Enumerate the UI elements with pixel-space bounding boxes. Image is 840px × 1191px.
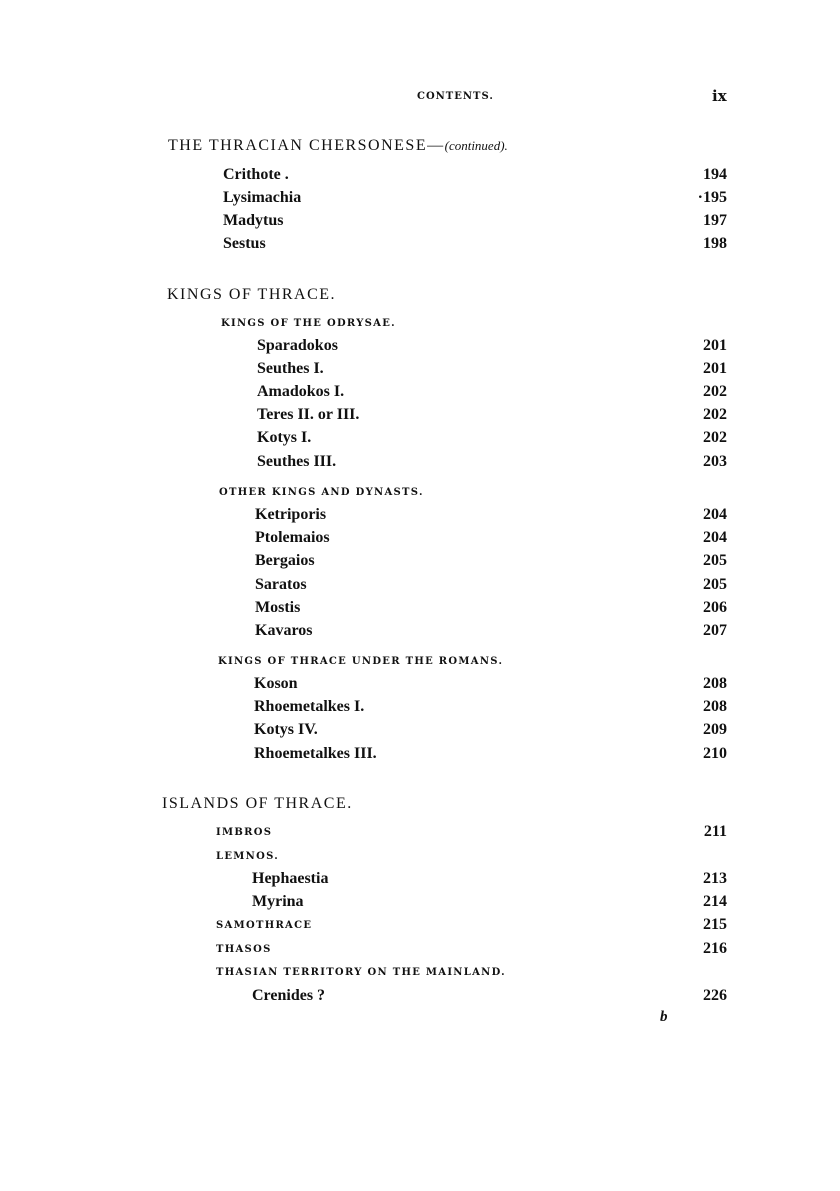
- entry-name: Koson: [254, 675, 298, 692]
- running-title: CONTENTS.: [417, 91, 494, 102]
- entry-page: 198: [703, 235, 727, 252]
- entry-page: 194: [703, 166, 727, 183]
- entry-name: Kavaros: [255, 622, 313, 639]
- subhead-kings-of-the-odrysae: KINGS OF THE ODRYSAE.: [221, 318, 396, 329]
- entry-page: 201: [703, 360, 727, 377]
- subhead-thasos: THASOS: [216, 944, 272, 955]
- entry-page: 202: [703, 429, 727, 446]
- entry-name: Ketriporis: [255, 506, 327, 523]
- entry-name: Sparadokos: [257, 337, 338, 354]
- entry-page: 202: [703, 406, 727, 423]
- entry-page: ·195: [697, 189, 727, 206]
- continued-note: (continued).: [444, 138, 508, 153]
- entry-page: 211: [703, 823, 727, 840]
- entry-page: 206: [703, 599, 727, 616]
- entry-name: Amadokos I.: [257, 383, 345, 400]
- subhead-samothrace: SAMOTHRACE: [216, 920, 313, 931]
- subhead-imbros: IMBROS: [216, 827, 273, 838]
- entry-page: 205: [703, 552, 727, 569]
- entry-name: Hephaestia: [252, 870, 329, 887]
- entry-name: Kotys I.: [257, 429, 312, 446]
- entry-page: 210: [703, 745, 727, 762]
- entry-page: 216: [703, 940, 727, 957]
- entry-page: 208: [703, 675, 727, 692]
- entry-name: Seuthes I.: [257, 360, 324, 377]
- entry-page: 197: [703, 212, 727, 229]
- entry-name: Crenides ?: [252, 987, 326, 1004]
- subhead-thasian-territory: THASIAN TERRITORY ON THE MAINLAND.: [216, 967, 506, 978]
- entry-page: 209: [703, 721, 727, 738]
- section-title-islands-of-thrace: ISLANDS OF THRACE.: [162, 795, 353, 812]
- entry-page: 226: [703, 987, 727, 1004]
- entry-page: 204: [703, 506, 727, 523]
- entry-page: 201: [703, 337, 727, 354]
- entry-name: Bergaios: [255, 552, 315, 569]
- subhead-other-kings-and-dynasts: OTHER KINGS AND DYNASTS.: [219, 487, 424, 498]
- subhead-kings-of-thrace-under-the-romans: KINGS OF THRACE UNDER THE ROMANS.: [218, 656, 504, 667]
- entry-name: Saratos: [255, 576, 307, 593]
- entry-page: 204: [703, 529, 727, 546]
- section-title-thracian-chersonese: THE THRACIAN CHERSONESE—(continued).: [168, 137, 508, 154]
- entry-page: 207: [703, 622, 727, 639]
- subhead-lemnos: LEMNOS.: [216, 851, 280, 862]
- entry-page: 203: [703, 453, 727, 470]
- entry-name: Ptolemaios: [255, 529, 330, 546]
- entry-page: 213: [703, 870, 727, 887]
- entry-name: Kotys IV.: [254, 721, 318, 738]
- page-number: ix: [712, 87, 727, 105]
- entry-name: Mostis: [255, 599, 301, 616]
- entry-name: Rhoemetalkes I.: [254, 698, 365, 715]
- entry-name: Myrina: [252, 893, 304, 910]
- entry-name: Crithote .: [223, 166, 289, 183]
- signature-mark: b: [660, 1009, 668, 1025]
- entry-name: Madytus: [223, 212, 284, 229]
- section-title-kings-of-thrace: KINGS OF THRACE.: [167, 286, 337, 303]
- entry-page: 208: [703, 698, 727, 715]
- entry-page: 215: [703, 916, 727, 933]
- entry-name: Sestus: [223, 235, 266, 252]
- entry-page: 205: [703, 576, 727, 593]
- entry-name: Rhoemetalkes III.: [254, 745, 377, 762]
- entry-name: Seuthes III.: [257, 453, 337, 470]
- entry-page: 202: [703, 383, 727, 400]
- entry-name: Lysimachia: [223, 189, 302, 206]
- entry-name: Teres II. or III.: [257, 406, 360, 423]
- entry-page: 214: [703, 893, 727, 910]
